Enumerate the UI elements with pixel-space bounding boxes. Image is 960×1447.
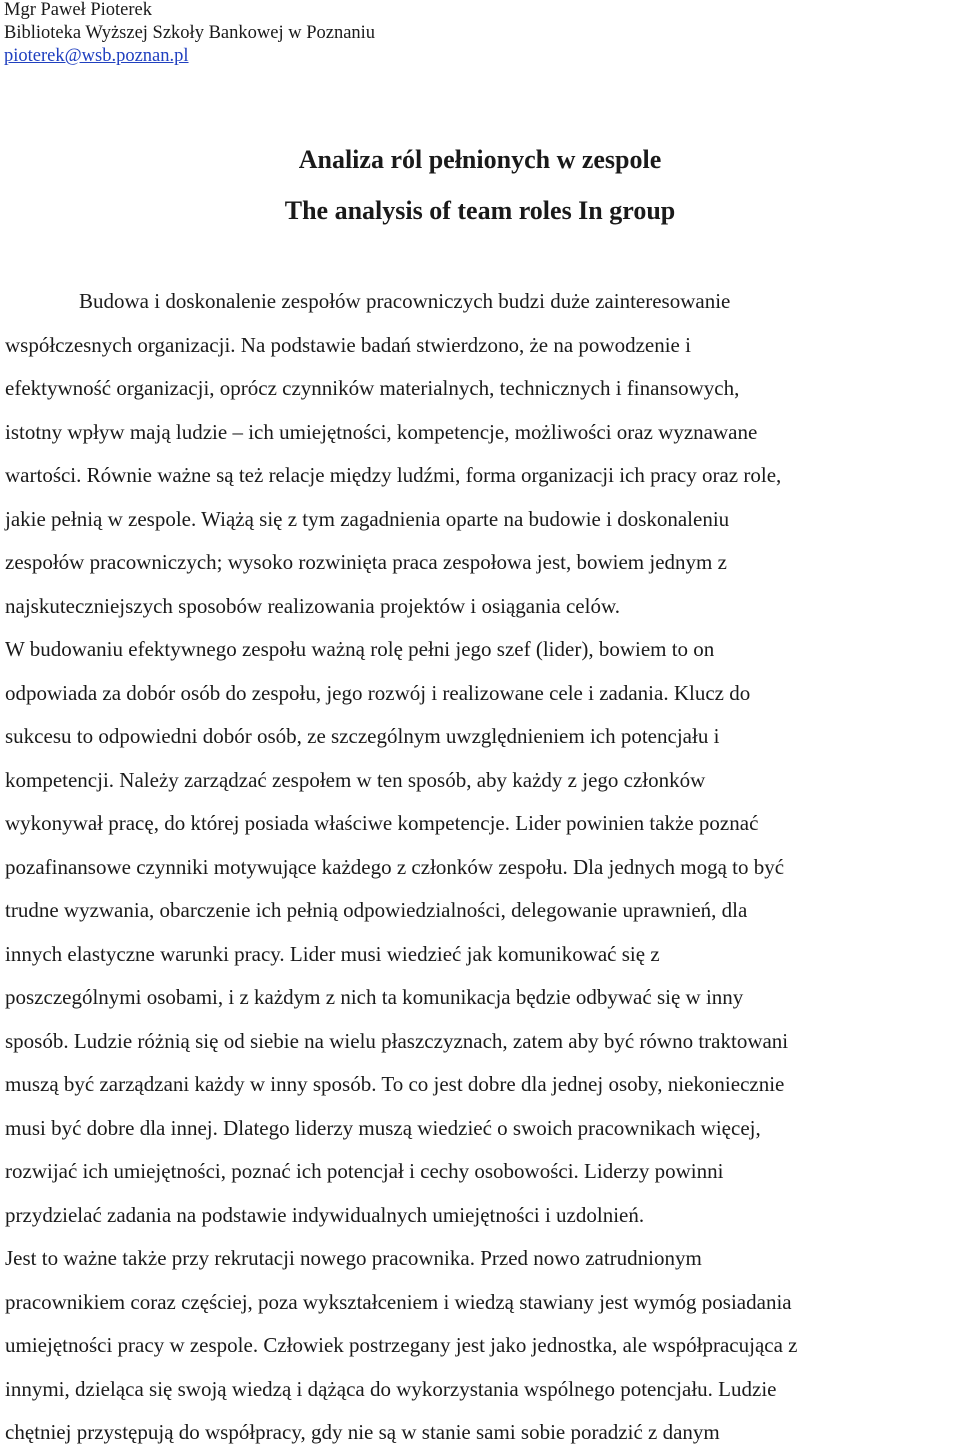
text-line: wartości. Równie ważne są też relacje między ludźmi, forma organizacji ich pracy oraz role, bbox=[5, 463, 782, 487]
text-line: zespołów pracowniczych; wysoko rozwinięta praca zespołowa jest, bowiem jednym z bbox=[5, 550, 727, 574]
text-line: najskuteczniejszych sposobów realizowania projektów i osiągania celów. bbox=[5, 593, 621, 618]
paragraph-3 bbox=[5, 1237, 955, 1447]
text-line: sukcesu to odpowiedni dobór osób, ze szczególnym uwzględnieniem ich potencjału i bbox=[5, 724, 720, 748]
text-line: Jest to ważne także przy rekrutacji nowego pracownika. Przed nowo zatrudnionym bbox=[5, 1246, 702, 1270]
text-line: muszą być zarządzani każdy w inny sposób. To co jest dobre dla jednej osoby, niekoniecznie bbox=[5, 1072, 785, 1096]
text-line: przydzielać zadania na podstawie indywidualnych umiejętności i uzdolnień. bbox=[5, 1202, 645, 1227]
text-line: umiejętności pracy w zespole. Człowiek postrzegany jest jako jednostka, ale współpracująca z bbox=[5, 1333, 798, 1357]
text-line: odpowiada za dobór osób do zespołu, jego rozwój i realizowane cele i zadania. Klucz do bbox=[5, 680, 751, 705]
text-line: istotny wpływ mają ludzie – ich umiejętności, kompetencje, możliwości oraz wyznawane bbox=[5, 419, 758, 444]
text-line: innych elastyczne warunki pracy. Lider musi wiedzieć jak komunikować się z bbox=[5, 941, 660, 966]
author-affiliation: Biblioteka Wyższej Szkoły Bankowej w Poznaniu bbox=[4, 23, 376, 43]
text-line: W budowaniu efektywnego zespołu ważną rolę pełni jego szef (lider), bowiem to on bbox=[5, 637, 715, 661]
text-line: efektywność organizacji, oprócz czynników materialnych, technicznych i finansowych, bbox=[5, 376, 740, 400]
author-name: Mgr Paweł Pioterek bbox=[4, 0, 152, 20]
title-polish: Analiza ról pełnionych w zespole bbox=[298, 145, 662, 174]
text-line: Budowa i doskonalenie zespołów pracowniczych budzi duże zainteresowanie bbox=[79, 289, 731, 313]
text-line: pozafinansowe czynniki motywujące każdego z członków zespołu. Dla jednych mogą to być bbox=[5, 854, 785, 879]
paragraph-1 bbox=[5, 280, 955, 628]
document-body bbox=[5, 280, 955, 1447]
text-line: wykonywał pracę, do której posiada właściwe kompetencje. Lider powinien także poznać bbox=[5, 811, 759, 835]
title-english: The analysis of team roles In group bbox=[284, 196, 676, 225]
text-line: sposób. Ludzie różnią się od siebie na wielu płaszczyznach, zatem aby być równo traktowani bbox=[5, 1028, 789, 1053]
text-line: rozwijać ich umiejętności, poznać ich potencjał i cechy osobowości. Liderzy powinni bbox=[5, 1159, 724, 1183]
text-line: innymi, dzieląca się swoją wiedzą i dążąca do wykorzystania wspólnego potencjału. Ludzie bbox=[5, 1376, 777, 1401]
paragraph-2 bbox=[5, 628, 955, 1237]
text-line: współczesnych organizacji. Na podstawie badań stwierdzono, że na powodzenie i bbox=[5, 332, 691, 357]
text-line: poszczególnymi osobami, i z każdym z nich ta komunikacja będzie odbywać się w inny bbox=[5, 985, 744, 1009]
text-line: kompetencji. Należy zarządzać zespołem w ten sposób, aby każdy z jego członków bbox=[5, 767, 706, 792]
text-line: pracownikiem coraz częściej, poza wykształceniem i wiedzą stawiany jest wymóg posiadania bbox=[5, 1289, 792, 1314]
author-header bbox=[4, 0, 375, 68]
text-line: jakie pełnią w zespole. Wiążą się z tym zagadnienia oparte na budowie i doskonaleniu bbox=[5, 506, 730, 531]
text-line: musi być dobre dla innej. Dlatego liderzy muszą wiedzieć o swoich pracownikach więcej, bbox=[5, 1115, 761, 1140]
author-email-link[interactable]: pioterek@wsb.poznan.pl bbox=[4, 46, 189, 66]
document-title bbox=[0, 140, 960, 231]
text-line: chętniej przystępują do współpracy, gdy nie są w stanie sami sobie poradzić z danym bbox=[5, 1420, 720, 1444]
text-line: trudne wyzwania, obarczenie ich pełnią odpowiedzialności, delegowanie uprawnień, dla bbox=[5, 898, 748, 922]
